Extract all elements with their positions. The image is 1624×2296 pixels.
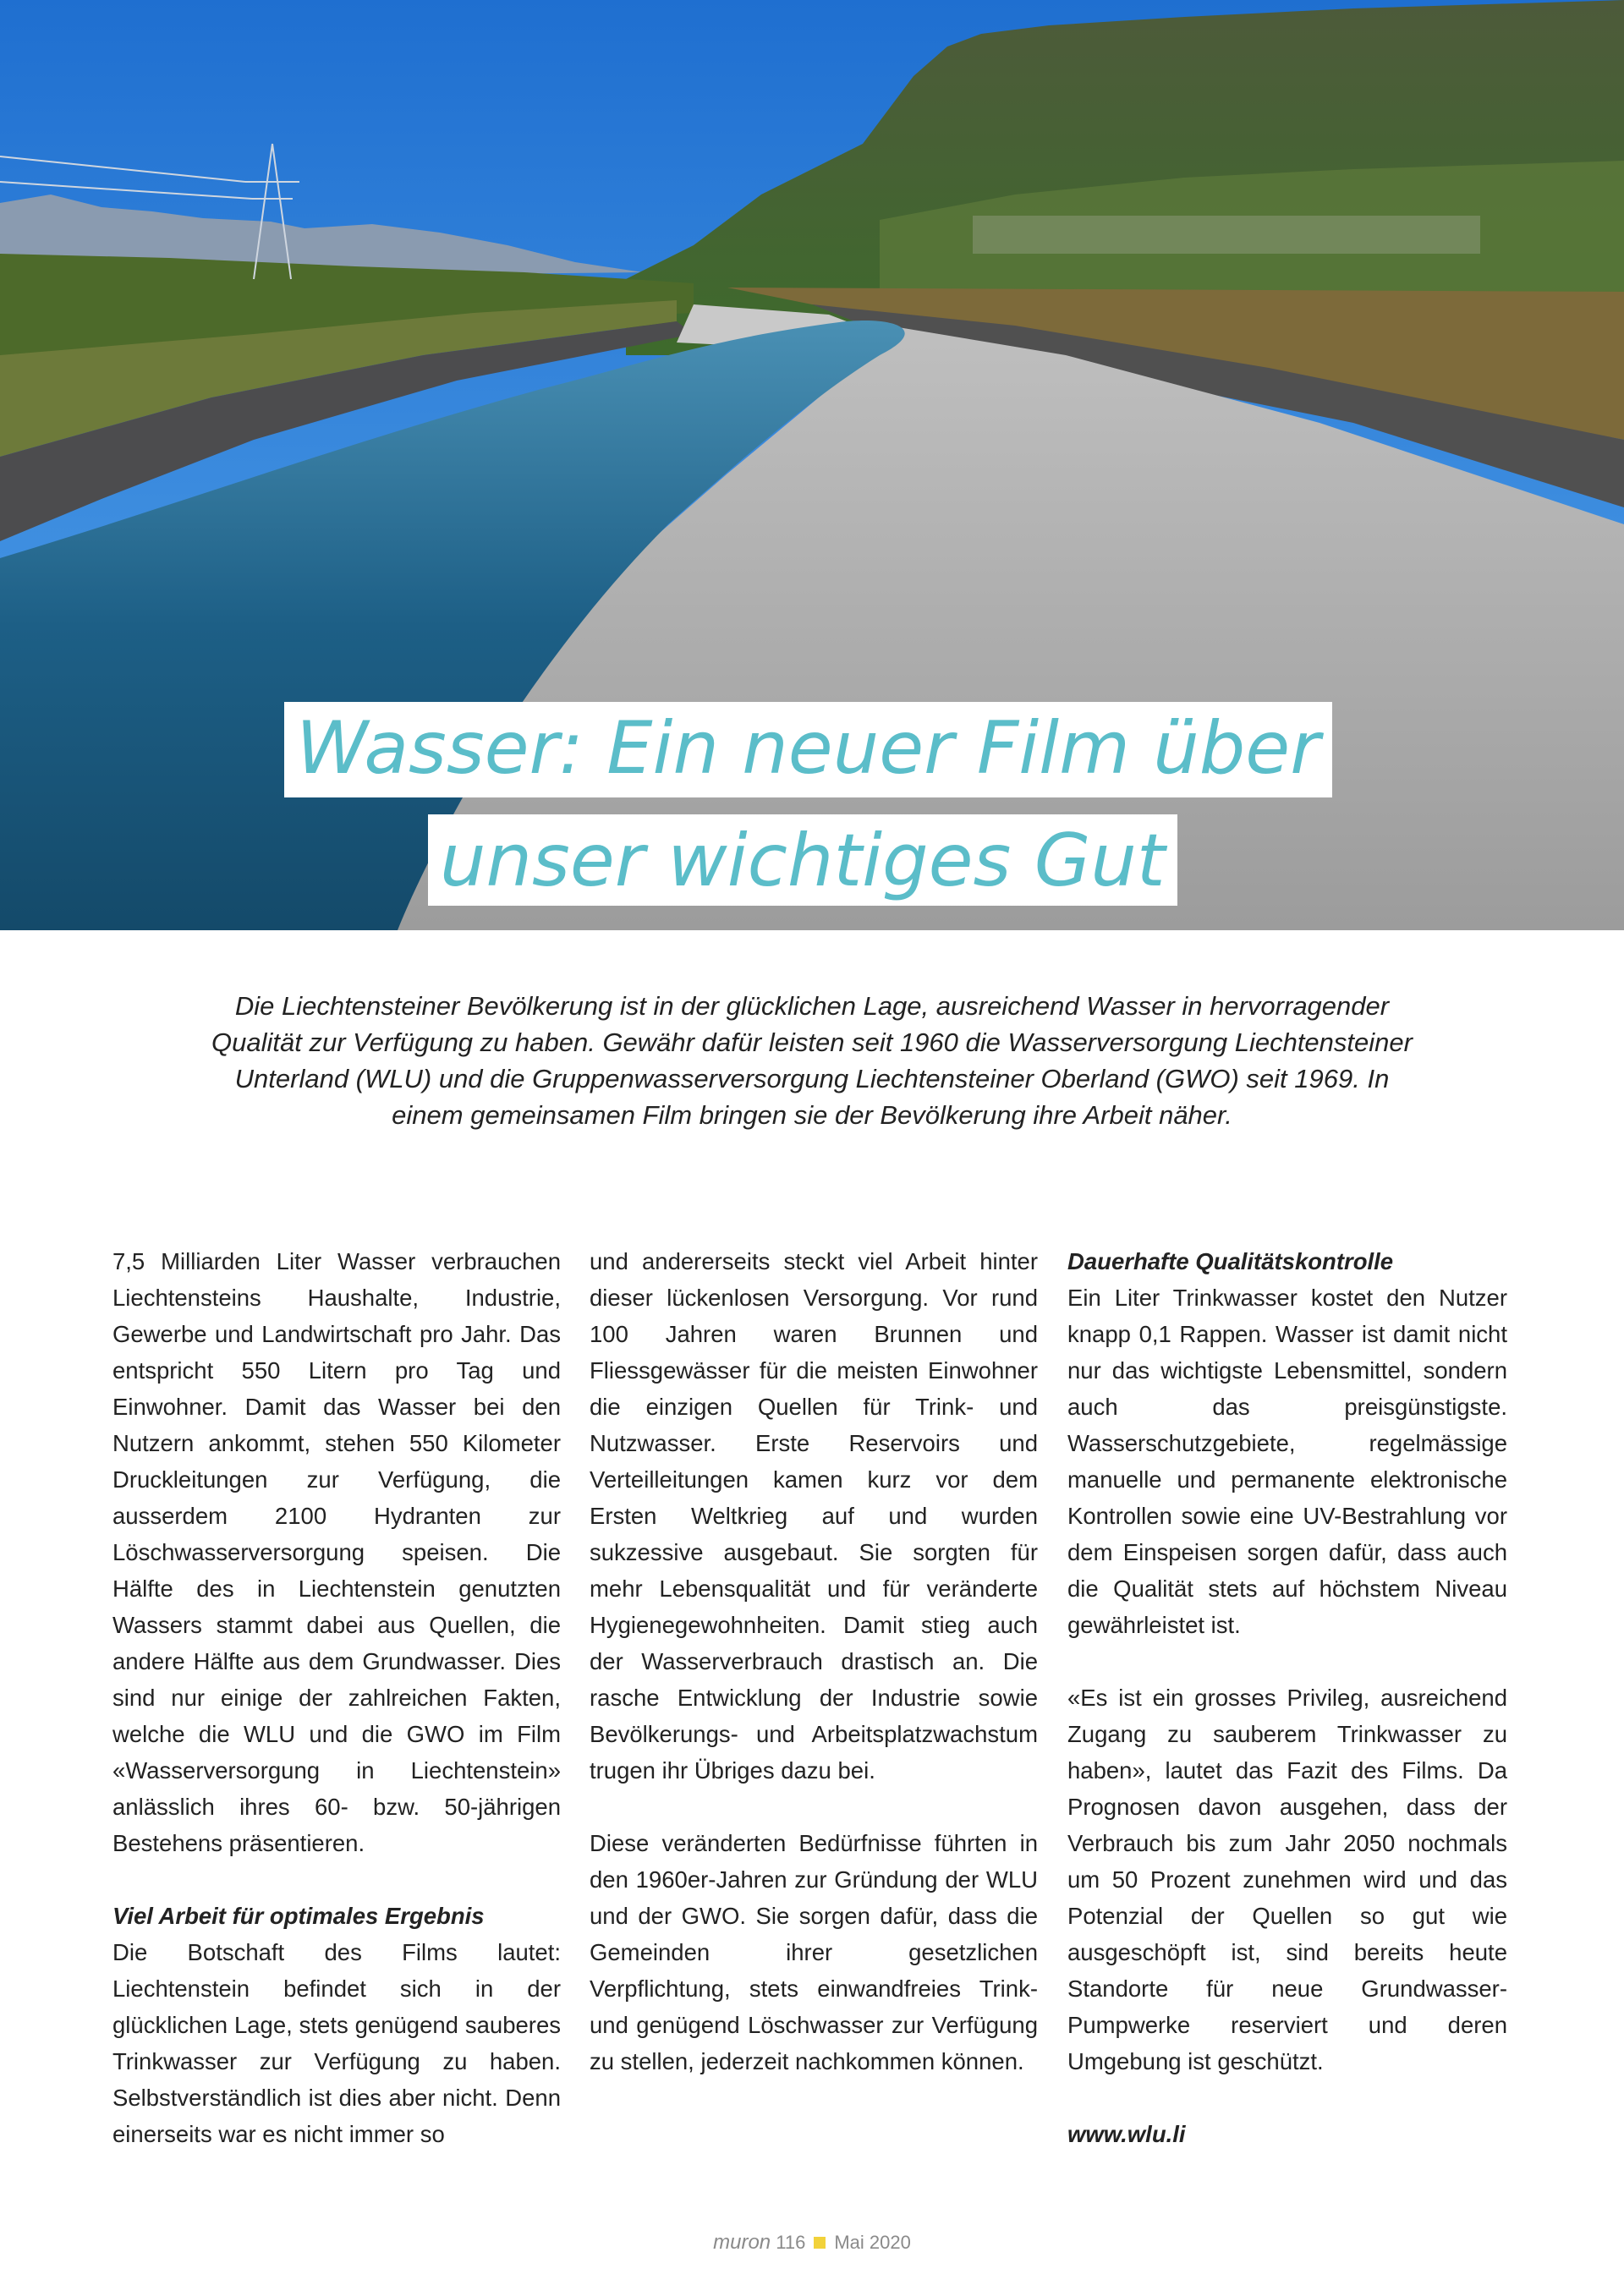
subheading: Viel Arbeit für optimales Ergebnis [112, 1903, 485, 1929]
body-paragraph: «Es ist ein grosses Privileg, ausreichend Zugang zu sauberem Trinkwasser zu haben», lautet das Fazit des Films. Da Prognosen davon ausgehen, dass der Verbrauch bis zum Jahr 2050 nochmals um 50 Prozent zunehmen wird und das Potenzial der Quellen so gut wie ausgeschöpft ist, sind bereits heute Standorte für neue Grundwasser-Pumpwerke reserviert und deren Umgebung ist geschützt. [1067, 1685, 1507, 2074]
website-link[interactable]: www.wlu.li [1067, 2121, 1186, 2147]
text-column-1 [112, 1243, 561, 2152]
text-column-3 [1067, 1243, 1507, 2152]
lead-line: Qualität zur Verfügung zu haben. Gewähr dafür leisten seit 1960 die Wasserversorgung Liechtensteiner [211, 1027, 1413, 1057]
subheading: Dauerhafte Qualitätskontrolle [1067, 1248, 1394, 1274]
lead-line: Die Liechtensteiner Bevölkerung ist in der glücklichen Lage, ausreichend Wasser in hervorragender [234, 991, 1390, 1021]
issue-number: 116 [776, 2232, 806, 2253]
lead-paragraph [102, 988, 1522, 1133]
issue-date: Mai 2020 [834, 2232, 911, 2253]
body-paragraph: Die Botschaft des Films lautet: Liechtenstein befindet sich in der glücklichen Lage, stets genügend sauberes Trinkwasser zur Verfügung zu haben. Selbstverständlich ist dies aber nicht. Denn einerseits war es nicht immer so [112, 1939, 561, 2147]
separator-square-icon [814, 2237, 826, 2249]
page-footer [0, 2231, 1624, 2255]
hero-image [0, 0, 1624, 930]
magazine-name: muron [713, 2231, 771, 2254]
text-column-2 [590, 1243, 1038, 2080]
body-paragraph: Ein Liter Trinkwasser kostet den Nutzer knapp 0,1 Rappen. Wasser ist damit nicht nur das wichtigste Lebensmittel, sondern auch das preisgünstigste. Wasserschutzgebiete, regelmässige manuelle und permanente elektronische Kontrollen sowie eine UV-Bestrahlung vor dem Einspeisen sorgen dafür, dass auch die Qualität stets auf höchstem Niveau gewährleistet ist. [1067, 1285, 1507, 1638]
body-paragraph: und andererseits steckt viel Arbeit hinter dieser lückenlosen Versorgung. Vor rund 100 Jahren waren Brunnen und Fliessgewässer für die meisten Einwohner die einzigen Quellen für Trink- und Nutzwasser. Erste Reservoirs und Verteilleitungen kamen kurz vor dem Ersten Weltkrieg auf und wurden sukzessive ausgebaut. Sie sorgten für mehr Lebensqualität und für veränderte Hygienegewohnheiten. Damit stieg auch der Wasserverbrauch drastisch an. Die rasche Entwicklung der Industrie sowie Bevölkerungs- und Arbeitsplatzwachstum trugen ihr Übriges dazu bei. [590, 1248, 1038, 1784]
article-title-line-1: Wasser: Ein neuer Film über [284, 702, 1332, 797]
body-paragraph: 7,5 Milliarden Liter Wasser verbrauchen Liechtensteins Haushalte, Industrie, Gewerbe und Landwirtschaft pro Jahr. Das entspricht 550 Litern pro Tag und Einwohner. Damit das Wasser bei den Nutzern ankommt, stehen 550 Kilometer Druckleitungen zur Verfügung, die ausserdem 2100 Hydranten zur Löschwasserversorgung speisen. Die Hälfte des in Liechtenstein genutzten Wassers stammt dabei aus Quellen, die andere Hälfte aus dem Grundwasser. Dies sind nur einige der zahlreichen Fakten, welche die WLU und die GWO im Film «Wasserversorgung in Liechtenstein» anlässlich ihres 60- bzw. 50-jährigen Bestehens präsentieren. [112, 1248, 561, 1856]
lead-line: Unterland (WLU) und die Gruppenwasserversorgung Liechtensteiner Oberland (GWO) seit 1969. In [234, 1064, 1390, 1093]
body-paragraph: Diese veränderten Bedürfnisse führten in den 1960er-Jahren zur Gründung der WLU und der GWO. Sie sorgen dafür, dass die Gemeinden ihrer gesetzlichen Verpflichtung, stets einwandfreies Trink- und genügend Löschwasser zur Verfügung zu stellen, jederzeit nachkommen können. [590, 1830, 1038, 2074]
article-title-line-2: unser wichtiges Gut [428, 814, 1177, 906]
lead-line: einem gemeinsamen Film bringen sie der Bevölkerung ihre Arbeit näher. [392, 1100, 1232, 1130]
